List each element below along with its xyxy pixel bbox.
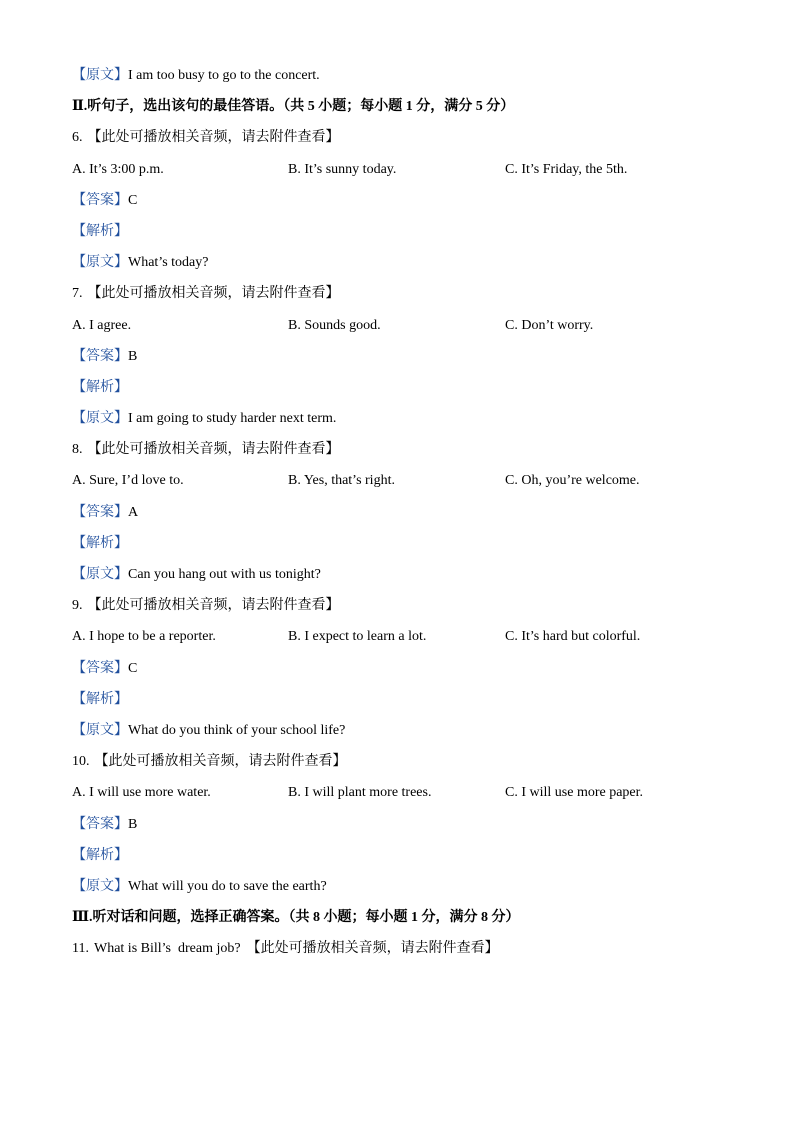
analysis-line [72,528,732,559]
answer-line [72,497,732,528]
original-label: 【原文】 [72,567,128,582]
original-text: I am too busy to go to the concert. [128,68,320,83]
original-label: 【原文】 [72,411,128,427]
options-row [72,777,732,808]
original-text-line [72,871,732,902]
question-number: 7. [72,286,83,302]
answer-value: B [128,816,138,832]
question-number: 10. [72,754,90,770]
answer-line [72,185,732,216]
option-c: C. It’s hard but colorful. [505,629,641,645]
analysis-label: 【解析】 [72,223,128,239]
original-label: 【原文】 [72,255,128,271]
question-line [72,278,732,309]
original-text-line [72,403,732,434]
question-line [72,434,732,465]
question-number: 8. [72,442,83,458]
options-row [72,154,732,185]
question-line [72,590,732,621]
option-b: B. I expect to learn a lot. [288,629,427,645]
answer-label: 【答案】 [72,504,128,520]
option-a: A. I hope to be a reporter. [72,629,216,645]
analysis-label: 【解析】 [72,379,128,395]
answer-label: 【答案】 [72,660,128,676]
audio-note: 【此处可播放相关音频，请去附件查看】 [87,286,340,302]
answer-label: 【答案】 [72,816,128,832]
analysis-line [72,684,732,715]
audio-note: 【此处可播放相关音频，请去附件查看】 [87,442,340,458]
audio-note: 【此处可播放相关音频，请去附件查看】 [94,754,347,770]
original-text: What’s today? [128,255,209,271]
analysis-line [72,840,732,871]
answer-value: B [128,348,138,364]
question-line [72,933,732,964]
original-text: What do you think of your school life? [128,722,346,738]
original-text-line [72,715,732,746]
original-label: 【原文】 [72,68,128,83]
audio-note: 【此处可播放相关音频，请去附件查看】 [87,130,340,146]
answer-line [72,809,732,840]
answer-value: C [128,192,138,208]
option-c: C. It’s Friday, the 5th. [505,161,628,177]
original-text: Can you hang out with us tonight? [128,567,321,582]
option-a: A. I will use more water. [72,785,211,801]
section-heading-2 [72,91,732,122]
analysis-label: 【解析】 [72,535,128,551]
question-number: 6. [72,130,83,146]
analysis-label: 【解析】 [72,691,128,707]
question-number: 9. [72,598,83,614]
question-number: 11. [72,941,89,957]
option-b: B. I will plant more trees. [288,785,432,801]
options-row [72,465,732,496]
audio-note: 【此处可播放相关音频，请去附件查看】 [246,941,499,957]
answer-value: A [128,504,139,520]
option-c: C. Oh, you’re welcome. [505,473,640,489]
option-a: A. I agree. [72,317,132,333]
section-heading-3 [72,902,732,933]
analysis-line [72,372,732,403]
answer-value: C [128,660,138,676]
audio-note: 【此处可播放相关音频，请去附件查看】 [87,598,340,614]
original-text-line [72,247,732,278]
original-text-line [72,60,732,91]
analysis-label: 【解析】 [72,847,128,863]
option-a: A. Sure, I’d love to. [72,473,184,489]
question-line [72,122,732,153]
question-line [72,746,732,777]
answer-line [72,653,732,684]
original-text-line [72,559,732,590]
original-text: I am going to study harder next term. [128,411,337,427]
answer-label: 【答案】 [72,192,128,208]
question-text: What is Bill’s dream job? [93,941,241,957]
answer-line [72,341,732,372]
analysis-line [72,216,732,247]
option-b: B. It’s sunny today. [288,161,397,177]
option-c: C. Don’t worry. [505,317,594,333]
option-a: A. It’s 3:00 p.m. [72,161,164,177]
document-page [72,60,732,964]
section-heading-text: Ⅱ.听句子，选出该句的最佳答语。（共 5 小题；每小题 1 分，满分 5 分） [72,99,515,115]
options-row [72,310,732,341]
section-heading-text: Ⅲ.听对话和问题，选择正确答案。（共 8 小题；每小题 1 分，满分 8 分） [72,910,520,926]
answer-label: 【答案】 [72,348,128,364]
original-label: 【原文】 [72,722,128,738]
option-b: B. Sounds good. [288,317,381,333]
option-c: C. I will use more paper. [505,785,644,801]
option-b: B. Yes, that’s right. [288,473,395,489]
options-row [72,621,732,652]
original-label: 【原文】 [72,878,128,894]
original-text: What will you do to save the earth? [128,878,327,894]
